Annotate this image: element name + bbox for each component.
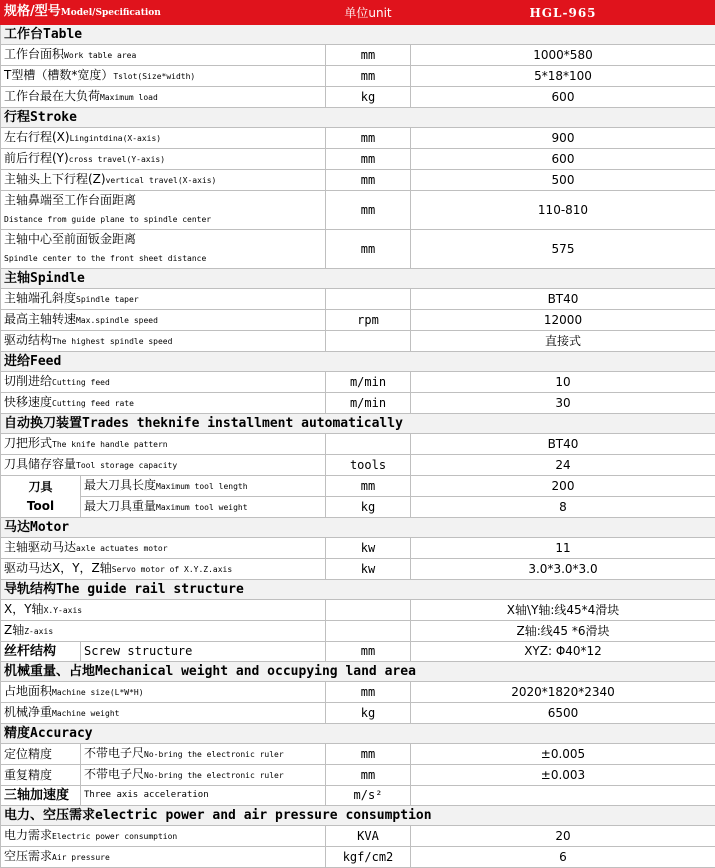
stroke-distance-row-1 [1,191,715,230]
accuracy-row-1-condition-en: No-bring the electronic ruler [144,750,284,759]
atc-row-2-unit: tools [326,455,411,476]
tool-row-1-value: 200 [411,476,715,497]
feed-row-2-label-en: Cutting feed rate [52,399,134,408]
weight-row-2-label-en: Machine weight [52,709,119,718]
section-table-row [1,25,715,45]
section-weight: 机械重量、占地Mechanical weight and occupying land area [1,662,715,682]
stroke-row-2-label [1,149,326,170]
stroke-distance-row-1-unit: mm [326,191,411,230]
spindle-row-3-label-zh: 驱动结构 [4,333,52,347]
acceleration-unit: m/s² [326,786,411,806]
atc-row-1-unit [326,434,411,455]
stroke-distance-row-2-label-en: Spindle center to the front sheet distance [4,249,322,268]
stroke-distance-row-2-label-zh: 主轴中心至前面钣金距离 [4,230,322,249]
stroke-row-2-label-zh: 前后行程(Y) [4,151,69,165]
feed-row-2-label-zh: 快移速度 [4,395,52,409]
section-atc: 自动换刀装置Trades theknife installment automatically [1,414,715,434]
tool-row-1-label [81,476,326,497]
weight-row-1-unit: mm [326,682,411,703]
section-table: 工作台Table [1,25,715,45]
tool-row-2-unit: kg [326,497,411,518]
feed-row-2-value: 30 [411,393,715,414]
table-row-3 [1,87,715,108]
tool-row-1-label-en: Maximum tool length [156,482,248,491]
stroke-distance-row-2-label [1,230,326,269]
section-feed-row [1,352,715,372]
spindle-row-2 [1,310,715,331]
weight-row-1-label [1,682,326,703]
section-accuracy: 精度Accuracy [1,724,715,744]
stroke-distance-row-1-label-en: Distance from guide plane to spindle center [4,210,322,229]
section-stroke: 行程Stroke [1,108,715,128]
guide-row-1-label [1,600,326,621]
stroke-row-1-unit: mm [326,128,411,149]
screw-row [1,642,715,662]
stroke-row-2 [1,149,715,170]
table-row-1-label-zh: 工作台面积 [4,47,64,61]
tool-row-2-label-zh: 最大刀具重量 [84,499,156,513]
spec-table-body [1,1,715,868]
screw-value: XYZ: Φ40*12 [411,642,715,662]
guide-row-1-value: X轴\Y轴:线45*4滑块 [411,600,715,621]
stroke-distance-row-2 [1,230,715,269]
stroke-row-1-label-en: Lingintdina(X-axis) [70,134,162,143]
spindle-row-2-label [1,310,326,331]
table-row-1-label-en: Work table area [64,51,136,60]
acceleration-row [1,786,715,806]
guide-row-1-unit [326,600,411,621]
section-guide-row [1,580,715,600]
atc-row-2-label [1,455,326,476]
feed-row-2 [1,393,715,414]
spindle-row-1-value: BT40 [411,289,715,310]
screw-label-zh: 丝杆结构 [1,642,81,662]
motor-row-1-label-zh: 主轴驱动马达 [4,540,76,554]
spindle-row-1-label-zh: 主轴端孔斜度 [4,291,76,305]
atc-row-1 [1,434,715,455]
table-row-3-unit: kg [326,87,411,108]
acceleration-value [411,786,715,806]
spindle-row-1-label-en: Spindle taper [76,295,139,304]
motor-row-1-label-en: axle actuates motor [76,544,168,553]
table-row-1 [1,45,715,66]
power-row-1-label-en: Electric power consumption [52,832,177,841]
guide-row-2-unit [326,621,411,642]
section-feed: 进给Feed [1,352,715,372]
stroke-distance-row-1-label [1,191,326,230]
stroke-row-1-value: 900 [411,128,715,149]
power-row-1-value: 20 [411,826,715,847]
table-row-1-value: 1000*580 [411,45,715,66]
table-row-2-label [1,66,326,87]
accuracy-row-2 [1,765,715,786]
stroke-row-3-unit: mm [326,170,411,191]
tool-row-2 [1,497,715,518]
atc-row-1-label [1,434,326,455]
weight-row-2 [1,703,715,724]
section-power: 电力、空压需求electric power and air pressure consumption [1,806,715,826]
stroke-distance-row-2-value: 575 [411,230,715,269]
table-row-3-label-en: Maximum load [100,93,158,102]
motor-row-1-label [1,538,326,559]
motor-row-2 [1,559,715,580]
power-row-2-label [1,847,326,868]
accuracy-row-2-condition [81,765,326,786]
motor-row-1-unit: kw [326,538,411,559]
stroke-row-1-label [1,128,326,149]
power-row-1-label [1,826,326,847]
motor-row-1-value: 11 [411,538,715,559]
table-row-1-label [1,45,326,66]
accuracy-row-2-value: ±0.003 [411,765,715,786]
section-spindle: 主轴Spindle [1,269,715,289]
tool-row-1-label-zh: 最大刀具长度 [84,478,156,492]
motor-row-1 [1,538,715,559]
spindle-row-3-unit [326,331,411,352]
feed-row-1-value: 10 [411,372,715,393]
tool-row-2-label-en: Maximum tool weight [156,503,248,512]
table-row-2-label-zh: T型槽（槽数*宽度） [4,68,113,82]
stroke-row-1 [1,128,715,149]
accuracy-row-1-condition-zh: 不带电子尺 [84,746,144,760]
guide-row-2 [1,621,715,642]
spindle-row-1 [1,289,715,310]
tool-group-zh: 刀具 [4,478,77,497]
stroke-row-2-label-en: cross travel(Y-axis) [69,155,165,164]
table-row-3-value: 600 [411,87,715,108]
power-row-2-value: 6 [411,847,715,868]
stroke-row-2-unit: mm [326,149,411,170]
acceleration-label-zh: 三轴加速度 [1,786,81,806]
spindle-row-3 [1,331,715,352]
feed-row-2-unit: m/min [326,393,411,414]
tool-row-2-label [81,497,326,518]
spindle-row-1-unit [326,289,411,310]
stroke-distance-row-1-value: 110-810 [411,191,715,230]
atc-row-2-label-en: Tool storage capacity [76,461,177,470]
section-power-row [1,806,715,826]
atc-row-1-label-en: The knife handle pattern [52,440,168,449]
acceleration-label-en: Three axis acceleration [81,786,326,806]
header-spec-cell [1,1,326,25]
section-motor: 马达Motor [1,518,715,538]
atc-row-1-value: BT40 [411,434,715,455]
guide-row-2-label [1,621,326,642]
header-spec-en: Model/Specification [61,8,161,18]
screw-label-en: Screw structure [81,642,326,662]
motor-row-2-label-en: Servo motor of X.Y.Z.axis [112,565,232,574]
guide-row-1-label-zh: X，Y轴 [4,602,44,616]
accuracy-row-2-unit: mm [326,765,411,786]
weight-row-1-value: 2020*1820*2340 [411,682,715,703]
power-row-1-label-zh: 电力需求 [4,828,52,842]
motor-row-2-value: 3.0*3.0*3.0 [411,559,715,580]
motor-row-2-label-zh: 驱动马达X，Y，Z轴 [4,561,112,575]
accuracy-row-2-condition-zh: 不带电子尺 [84,767,144,781]
spindle-row-2-value: 12000 [411,310,715,331]
atc-row-2-label-zh: 刀具储存容量 [4,457,76,471]
atc-row-2-value: 24 [411,455,715,476]
section-weight-row [1,662,715,682]
weight-row-1-label-zh: 占地面积 [4,684,52,698]
power-row-2-label-en: Air pressure [52,853,110,862]
stroke-distance-row-1-label-zh: 主轴鼻端至工作台面距离 [4,191,322,210]
feed-row-1 [1,372,715,393]
power-row-1-unit: KVA [326,826,411,847]
weight-row-1 [1,682,715,703]
stroke-row-3 [1,170,715,191]
header-unit: 单位unit [326,1,411,25]
accuracy-row-1-condition [81,744,326,765]
spindle-row-2-label-en: Max.spindle speed [76,316,158,325]
stroke-row-3-label-zh: 主轴头上下行程(Z) [4,172,106,186]
stroke-row-3-label [1,170,326,191]
header-model: HGL-965 [411,1,715,25]
accuracy-row-1-value: ±0.005 [411,744,715,765]
accuracy-row-2-condition-en: No-bring the electronic ruler [144,771,284,780]
spindle-row-2-unit: rpm [326,310,411,331]
motor-row-2-label [1,559,326,580]
stroke-row-1-label-zh: 左右行程(X) [4,130,70,144]
accuracy-row-1-unit: mm [326,744,411,765]
header-row [1,1,715,25]
guide-row-2-label-zh: Z轴 [4,623,24,637]
guide-row-2-label-en: Z-axis [24,627,53,636]
section-motor-row [1,518,715,538]
section-accuracy-row [1,724,715,744]
table-row-2-label-en: Tslot(Size*width) [113,72,195,81]
accuracy-row-1 [1,744,715,765]
spindle-row-3-label-en: The highest spindle speed [52,337,172,346]
weight-row-2-label-zh: 机械净重 [4,705,52,719]
power-row-2-label-zh: 空压需求 [4,849,52,863]
power-row-1 [1,826,715,847]
weight-row-2-value: 6500 [411,703,715,724]
power-row-2-unit: kgf/cm2 [326,847,411,868]
screw-unit: mm [326,642,411,662]
section-stroke-row [1,108,715,128]
feed-row-1-unit: m/min [326,372,411,393]
tool-row-2-value: 8 [411,497,715,518]
accuracy-row-2-label: 重复精度 [1,765,81,786]
guide-row-1 [1,600,715,621]
power-row-2 [1,847,715,868]
stroke-row-2-value: 600 [411,149,715,170]
section-atc-row [1,414,715,434]
table-row-2 [1,66,715,87]
motor-row-2-unit: kw [326,559,411,580]
feed-row-2-label [1,393,326,414]
tool-group-en: Tool [4,497,77,516]
table-row-3-label [1,87,326,108]
atc-row-2 [1,455,715,476]
header-spec-zh: 规格/型号 [4,4,61,19]
weight-row-2-unit: kg [326,703,411,724]
stroke-row-3-label-en: vertical travel(X-axis) [106,176,217,185]
table-row-2-unit: mm [326,66,411,87]
spindle-row-3-value: 直接式 [411,331,715,352]
table-row-2-value: 5*18*100 [411,66,715,87]
stroke-distance-row-2-unit: mm [326,230,411,269]
tool-row-1 [1,476,715,497]
tool-group-label [1,476,81,518]
accuracy-row-1-label: 定位精度 [1,744,81,765]
stroke-row-3-value: 500 [411,170,715,191]
spindle-row-1-label [1,289,326,310]
weight-row-1-label-en: Machine size(L*W*H) [52,688,144,697]
guide-row-2-value: Z轴:线45 *6滑块 [411,621,715,642]
feed-row-1-label [1,372,326,393]
table-row-1-unit: mm [326,45,411,66]
atc-row-1-label-zh: 刀把形式 [4,436,52,450]
tool-row-1-unit: mm [326,476,411,497]
feed-row-1-label-en: Cutting feed [52,378,110,387]
table-row-3-label-zh: 工作台最在大负荷 [4,89,100,103]
section-spindle-row [1,269,715,289]
spindle-row-3-label [1,331,326,352]
section-guide: 导轨结构The guide rail structure [1,580,715,600]
weight-row-2-label [1,703,326,724]
feed-row-1-label-zh: 切削进给 [4,374,52,388]
guide-row-1-label-en: X.Y-axis [44,606,83,615]
spindle-row-2-label-zh: 最高主轴转速 [4,312,76,326]
